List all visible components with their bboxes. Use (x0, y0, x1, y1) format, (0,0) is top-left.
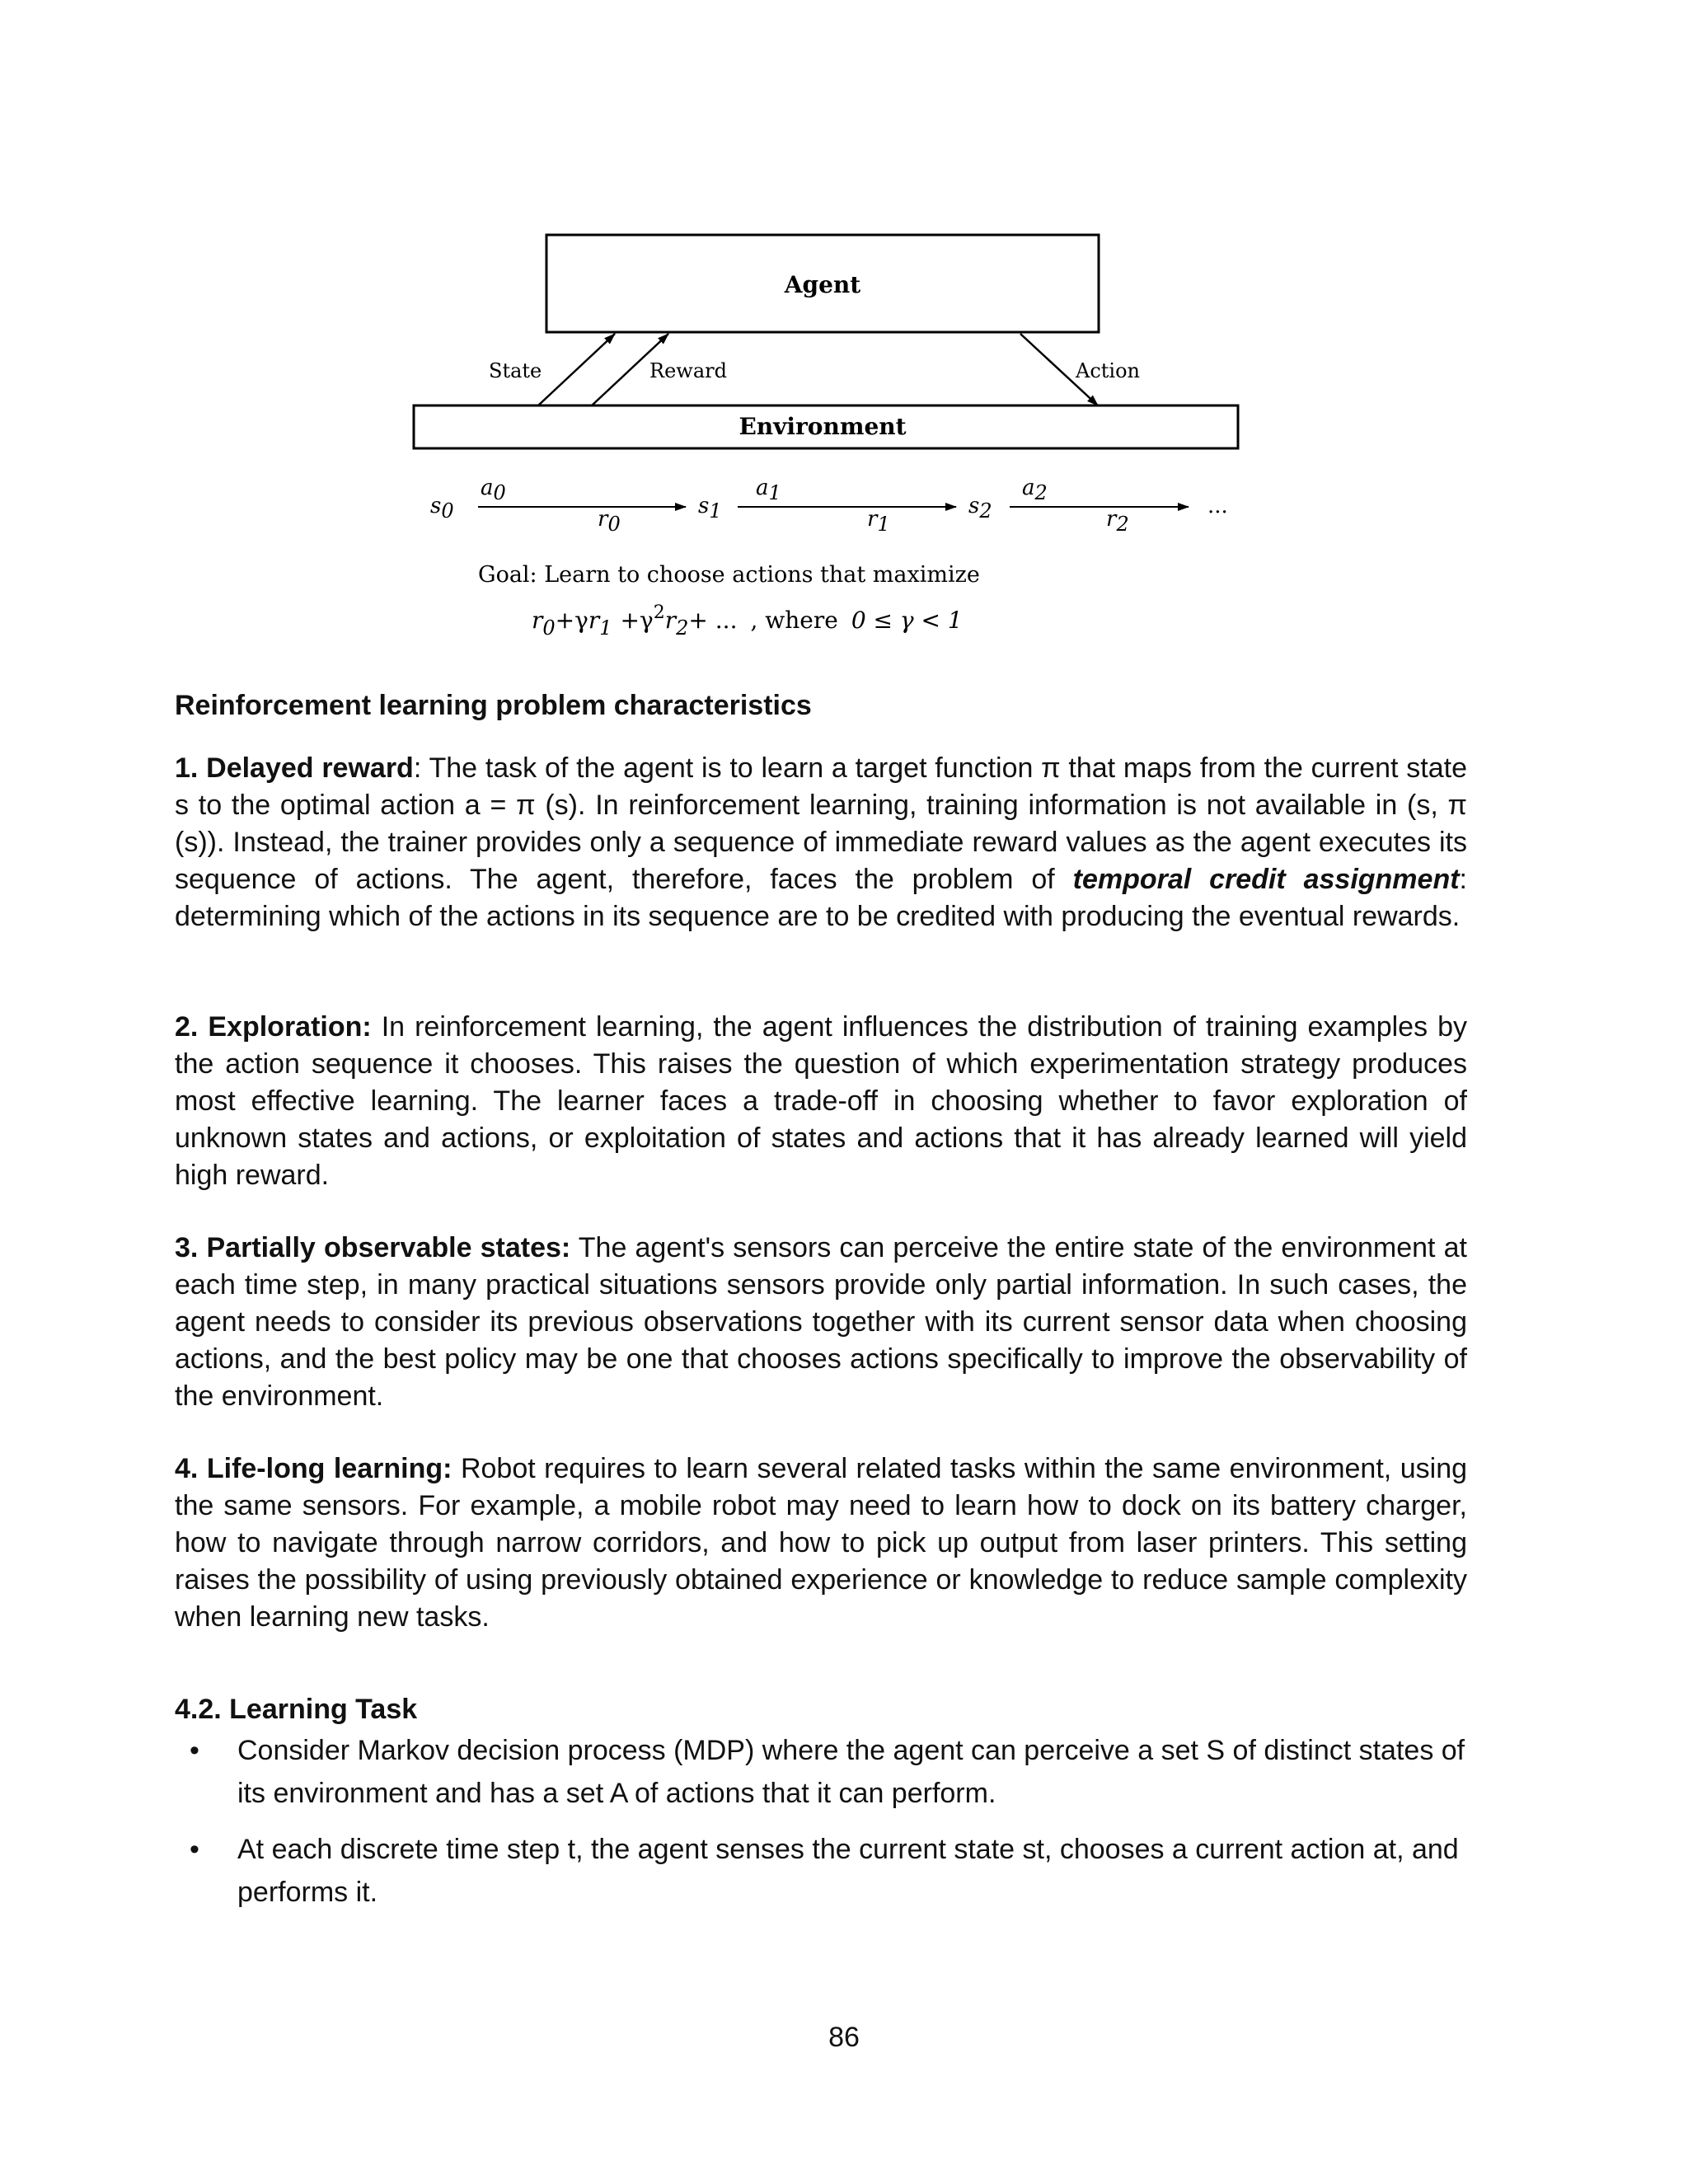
goal-line: Goal: Learn to choose actions that maximize (478, 562, 980, 588)
seq-a2: a2 (1022, 476, 1048, 504)
reward-label: Reward (649, 359, 727, 382)
figure-canvas (387, 223, 1294, 651)
learning-task-list (175, 1729, 1467, 1927)
environment-label: Environment (738, 413, 907, 440)
seq-a0: a0 (481, 476, 506, 504)
paragraph-title: 4. Life-long learning: (175, 1453, 452, 1484)
seq-r0: r0 (598, 507, 621, 536)
paragraph-delayed-reward: 1. Delayed reward: The task of the agent is to learn a target function π that maps from the current state s to the optimal action a = π (s). In reinforcement learning, training information is not available in (s, π (s)). Instead, the trainer provides only a sequence of immediate reward values as the agent executes its sequence of actions. The agent, therefore, faces the problem of temporal credit assignment: determining which of the actions in its sequence are to be credited with producing the eventual rewards. (175, 752, 1467, 932)
paragraph-title: 1. Delayed reward (175, 752, 414, 784)
bullet-icon: • (190, 1735, 199, 1766)
paragraph-life-long-learning: 4. Life-long learning: Robot requires to learn several related tasks within the same environment, using the same sensors. For example, a mobile robot may need to learn how to dock on its battery charger, how to navigate through narrow corridors, and how to pick up output from laser printers. This setting raises the possibility of using previously obtained experience or knowledge to reduce sample complexity when learning new tasks. (175, 1453, 1468, 1633)
bullet-icon: • (190, 1834, 199, 1865)
goal-formula: $r0+\gamma r1 +\gamma^2r2+$ ... , where 0 ≤ γ < 1 (532, 602, 963, 640)
list-item: • Consider Markov decision process (MDP) where the agent can perceive a set S of distinct states of its environment and has a set A of actions that it can perform. (175, 1729, 1467, 1815)
list-item: • At each discrete time step t, the agent senses the current state st, chooses a current action at, and performs it. (175, 1828, 1467, 1914)
seq-r1: r1 (867, 507, 890, 536)
agent-label: Agent (784, 271, 861, 298)
section-heading: Reinforcement learning problem characteristics (175, 690, 812, 721)
page-number: 86 (828, 2022, 860, 2053)
agent-environment-figure (387, 223, 1294, 651)
trajectory-sequence (430, 476, 1228, 536)
seq-s1: s1 (698, 494, 722, 523)
seq-ellipsis: ... (1207, 494, 1228, 518)
seq-s0: s0 (430, 494, 454, 523)
seq-a1: a1 (756, 476, 781, 504)
paragraph-title: 2. Exploration: (175, 1011, 372, 1043)
seq-s2: s2 (968, 494, 992, 523)
emphasis-term: temporal credit assignment (1072, 864, 1460, 895)
state-label: State (489, 359, 542, 382)
seq-r2: r2 (1106, 507, 1129, 536)
subsection-heading: 4.2. Learning Task (175, 1694, 418, 1725)
action-label: Action (1076, 359, 1140, 382)
paragraph-title: 3. Partially observable states: (175, 1232, 571, 1263)
paragraph-partially-observable: 3. Partially observable states: The agent's sensors can perceive the entire state of the environment at each time step, in many practical situations sensors provide only partial information. In such cases, the agent needs to consider its previous observations together with its current sensor data when choosing actions, and the best policy may be one that chooses actions specifically to improve the observability of the environment. (175, 1232, 1468, 1412)
paragraph-exploration: 2. Exploration: In reinforcement learning, the agent influences the distribution of training examples by the action sequence it chooses. This raises the question of which experimentation strategy produces most effective learning. The learner faces a trade-off in choosing whether to favor exploration of unknown states and actions, or exploitation of states and actions that it has already learned will yield high reward. (175, 1011, 1467, 1191)
